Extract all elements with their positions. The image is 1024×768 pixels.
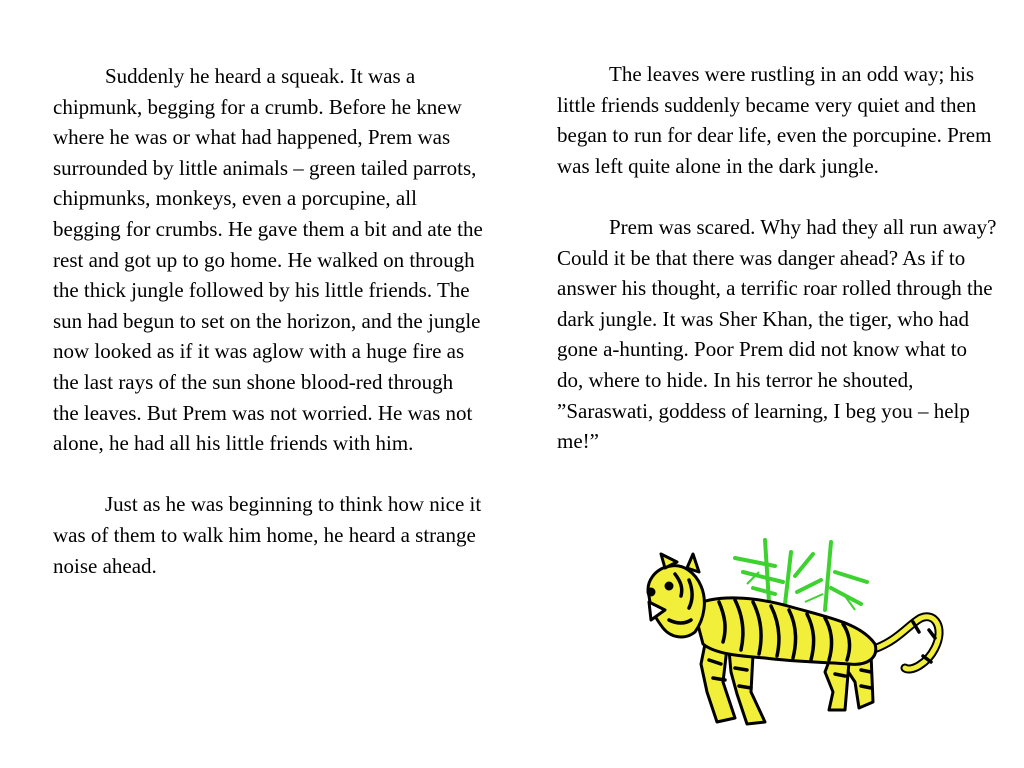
story-paragraph: Prem was scared. Why had they all run away? Could it be that there was danger ahead? As if to answer his thought, a terrific roar rolled through the dark jungle. It was Sher Khan, the tiger, who had gone a-hunting. Poor Prem did not know what to do, where to hide. In his terror he shouted, ”Saraswati, goddess of learning, I beg you – help me!” [557,214,997,454]
tiger-with-bamboo-icon [635,532,945,732]
right-text-column [557,59,997,457]
left-text-column [53,61,483,581]
paragraph-spacer [53,459,483,490]
story-paragraph: Suddenly he heard a squeak. It was a chipmunk, begging for a crumb. Before he knew where he was or what had happened, Prem was surrounded by little animals – green tailed parrots, chipmunks, monkeys, even a porcupine, all begging for crumbs. He gave them a bit and ate the rest and got up to go home. He walked on through the thick jungle followed by his little friends. The sun had begun to set on the horizon, and the jungle now looked as if it was aglow with a huge fire as the last rays of the sun shone blood-red through the leaves. But Prem was not worried. He was not alone, he had all his little friends with him. [53,64,483,456]
tiger-icon [648,554,939,724]
paragraph-spacer [557,181,997,212]
story-paragraph: The leaves were rustling in an odd way; his little friends suddenly became very quiet and then began to run for dear life, even the porcupine. Prem was left quite alone in the dark jungle. [557,62,992,178]
story-paragraph: Just as he was beginning to think how nice it was of them to walk him home, he heard a strange noise ahead. [53,492,482,578]
